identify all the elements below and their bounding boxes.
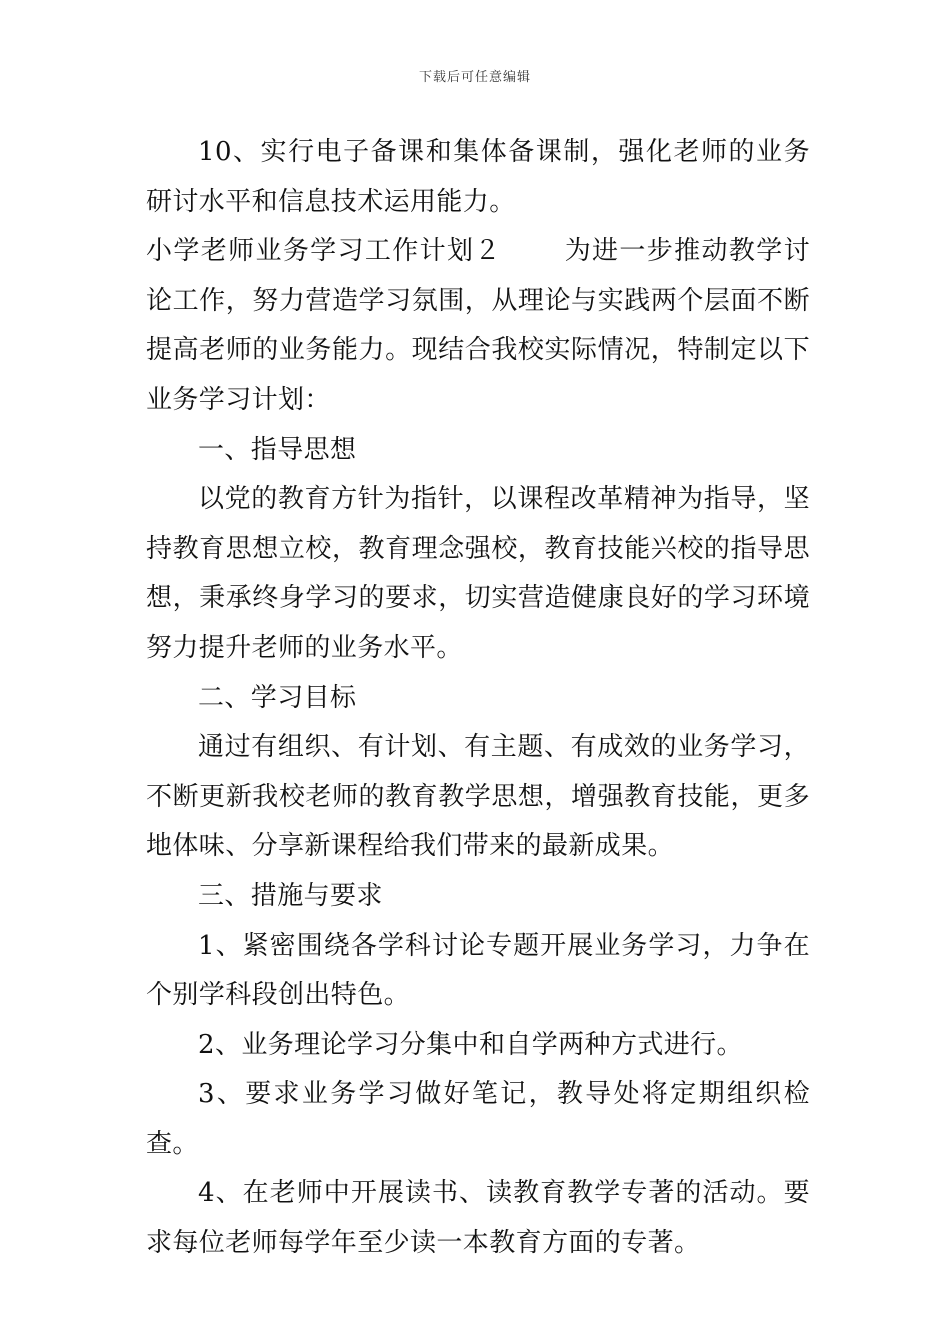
paragraph-item-10: 10、实行电子备课和集体备课制，强化老师的业务研讨水平和信息技术运用能力。 [146,137,810,217]
plan-intro-text: 为进一步推动教学讨论工作，努力营造学习氛围，从理论与实践两个层面不断提高老师的业务能力。现结合我校实际情况，特制定以下业务学习计划： [146,236,811,415]
plan-title: 小学老师业务学习工作计划２ [146,236,502,267]
paragraph-learning-goals: 通过有组织、有计划、有主题、有成效的业务学习，不断更新我校老师的教育教学思想，增强教育技能，更多地体味、分享新课程给我们带来的最新成果。 [146,732,810,862]
measure-item-1: 1、紧密围绕各学科讨论专题开展业务学习，力争在个别学科段创出特色。 [146,930,810,1011]
paragraph-guiding-thought: 以党的教育方针为指针，以课程改革精神为指导，坚持教育思想立校，教育理念强校，教育技能兴校的指导思想，秉承终身学习的要求，切实营造健康良好的学习环境努力提升老师的业务水平。 [146,484,810,663]
paragraph-plan-title [146,227,810,425]
section-heading-measures: 三、措施与要求 [198,880,383,911]
measure-item-2: 2、业务理论学习分集中和自学两种方式进行。 [198,1029,743,1060]
page-header: 下载后可任意编辑 [418,70,531,85]
document-body [146,128,810,1269]
measure-item-4: 4、在老师中开展读书、读教育教学专著的活动。要求每位老师每学年至少读一本教育方面的专著。 [146,1178,810,1259]
section-heading-learning-goals: 二、学习目标 [198,682,357,713]
measure-item-3: 3、要求业务学习做好笔记，教导处将定期组织检查。 [146,1079,810,1159]
section-heading-guiding-thought: 一、指导思想 [198,434,357,465]
